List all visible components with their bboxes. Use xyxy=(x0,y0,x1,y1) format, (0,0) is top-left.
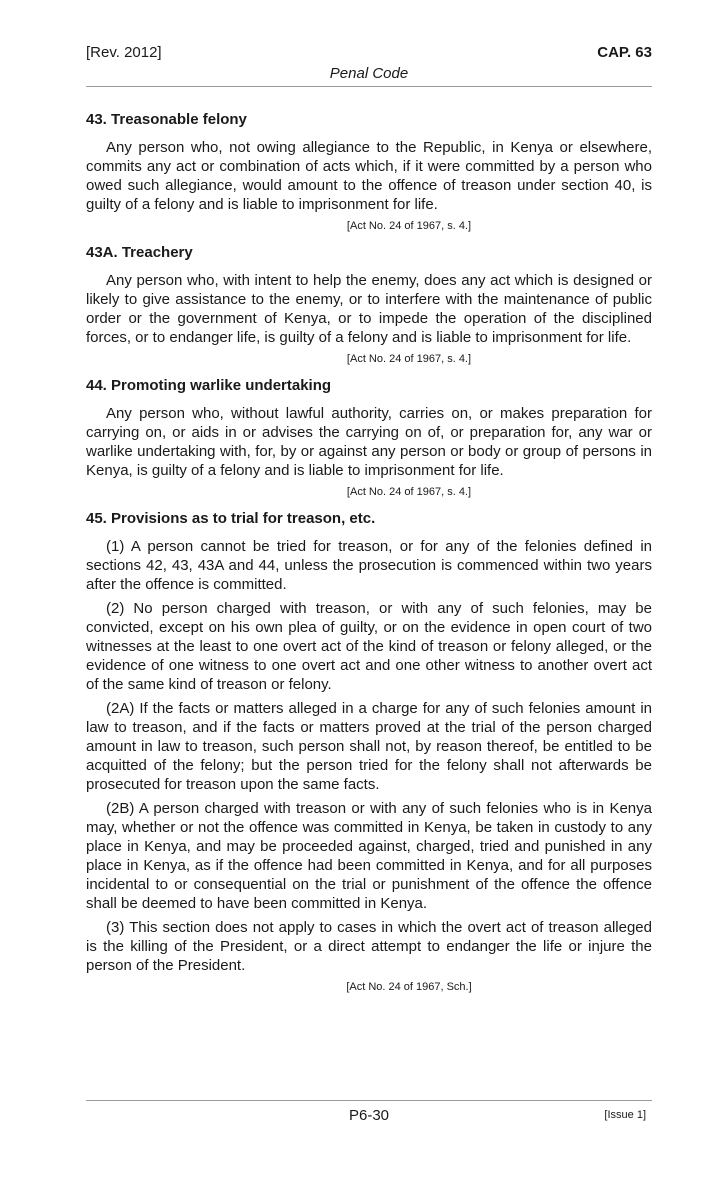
subsection-2a: (2A) If the facts or matters alleged in a charge for any of such felonies amount in law to treason, and if the facts or matters proved at the trial of the person charged amount in law to treason, such person shall not, by reason thereof, be entitled to be acquitted of the felony; but the person tried for the felony shall not afterwards be prosecuted for treason upon the same facts. xyxy=(86,700,652,793)
section-44 xyxy=(86,376,652,499)
amendment-citation: [Act No. 24 of 1967, s. 4.] xyxy=(346,353,472,365)
running-header xyxy=(86,44,652,64)
page-body xyxy=(86,110,652,1004)
revision-label: [Rev. 2012] xyxy=(86,44,162,61)
section-45 xyxy=(86,509,652,994)
subsection-1: (1) A person cannot be tried for treason, or for any of the felonies defined in sections 42, 43, 43A and 44, unless the prosecution is commenced within two years after the offence is committed. xyxy=(86,538,652,593)
section-heading: 44. Promoting warlike undertaking xyxy=(86,377,332,394)
footer-divider xyxy=(86,1100,652,1101)
section-paragraph: Any person who, with intent to help the enemy, does any act which is designed or likely to give assistance to the enemy, or to interfere with the maintenance of public order or the government of Kenya, or to impede the operation of the disciplined forces, or to endanger life, is guilty of a felony and is liable to imprisonment for life. xyxy=(86,272,652,346)
header-divider xyxy=(86,86,652,87)
page-number: P6-30 xyxy=(348,1107,390,1124)
section-heading: 43. Treasonable felony xyxy=(86,111,247,128)
act-title: Penal Code xyxy=(329,65,409,82)
section-paragraph: Any person who, without lawful authority, carries on, or makes preparation for carrying on, or aids in or advises the carrying on of, or preparation for, any war or warlike undertaking with, for, by or against any person or body or group of persons in Kenya, is guilty of a felony and is liable to imprisonment for life. xyxy=(86,405,652,479)
issue-label: [Issue 1] xyxy=(604,1109,646,1121)
subsection-3: (3) This section does not apply to cases in which the overt act of treason alleged is the killing of the President, or a direct attempt to endanger the life or injure the person of the President. xyxy=(86,919,652,974)
amendment-citation: [Act No. 24 of 1967, s. 4.] xyxy=(346,220,472,232)
section-43a xyxy=(86,243,652,366)
amendment-citation: [Act No. 24 of 1967, Sch.] xyxy=(346,981,472,993)
section-heading: 45. Provisions as to trial for treason, etc. xyxy=(86,510,376,527)
document-page xyxy=(86,0,652,1200)
subsection-2b: (2B) A person charged with treason or with any of such felonies who is in Kenya may, whether or not the offence was committed in Kenya, be taken in custody to any place in Kenya, and may be proceeded against, charged, tried and punished in any place in Kenya, as if the offence had been committed in Kenya, and for all purposes incidental to or consequential on the trial or punishment of the offence the offence shall be deemed to have been committed in Kenya. xyxy=(86,800,652,912)
amendment-citation: [Act No. 24 of 1967, s. 4.] xyxy=(346,486,472,498)
section-43 xyxy=(86,110,652,233)
section-paragraph: Any person who, not owing allegiance to the Republic, in Kenya or elsewhere, commits any act or combination of acts which, if it were committed by a person who owed such allegiance, would amount to the offence of treason under section 40, is guilty of a felony and is liable to imprisonment for life. xyxy=(86,139,652,213)
chapter-label: CAP. 63 xyxy=(597,44,652,61)
subsection-2: (2) No person charged with treason, or with any of such felonies, may be convicted, except on his own plea of guilty, or on the evidence in open court of two witnesses at the least to one overt act of the kind of treason or felony alleged, or the evidence of one witness to one overt act and one other witness to another overt act of the same kind of treason or felony. xyxy=(86,600,652,693)
section-heading: 43A. Treachery xyxy=(86,244,193,261)
